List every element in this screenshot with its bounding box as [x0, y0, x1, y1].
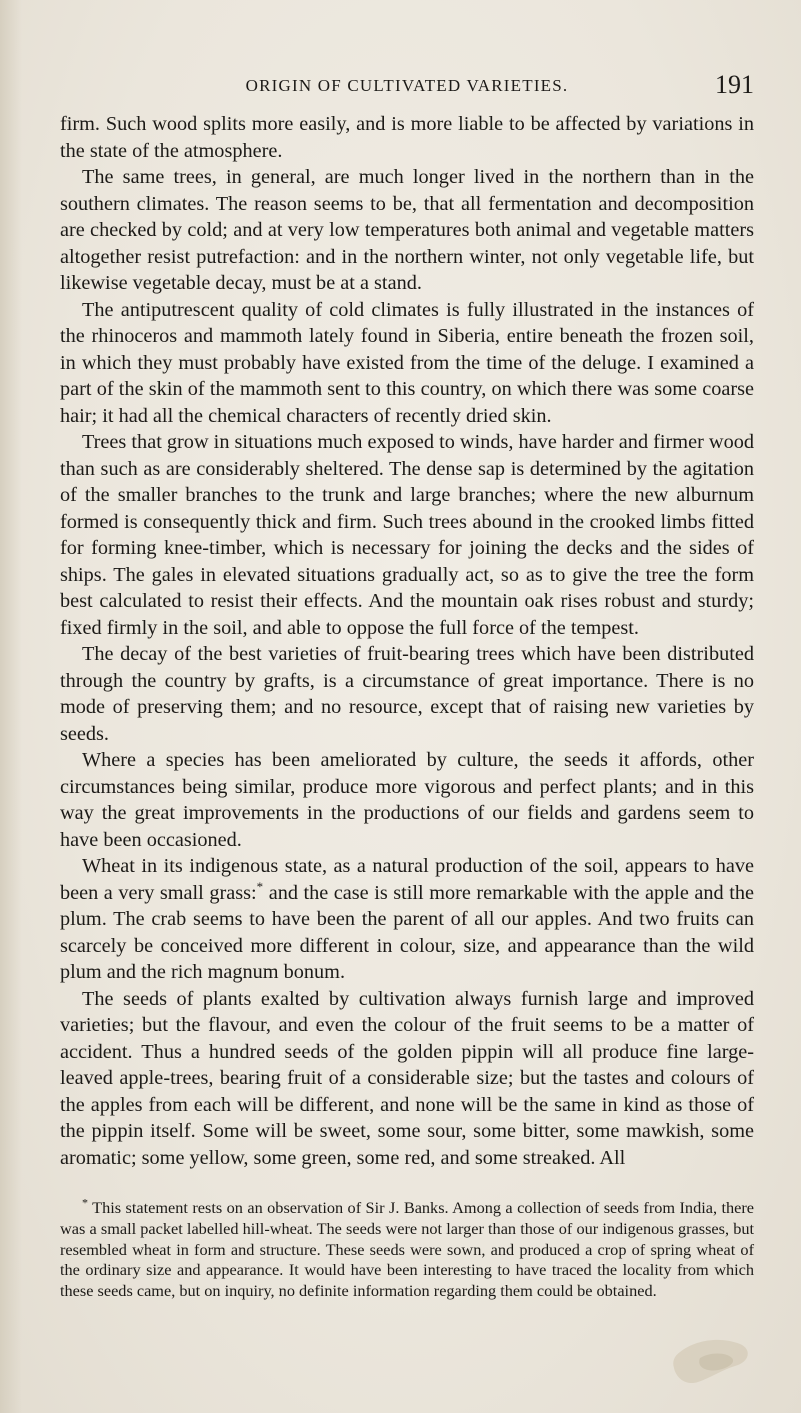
footnote-text: This statement rests on an observation of Sir J. Banks. Among a collection of seeds from India, there was a small packet labelled hill-wheat. The seeds were not larger than those of our indigenous grasses, but resembled wheat in form and structure. These seeds were sown, and produced a crop of spring wheat of the ordinary size and appearance. It would have been interesting to have traced the locality from which these seeds came, but on inquiry, no definite information regarding them could be obtained. [60, 1198, 754, 1301]
paragraph-6: Where a species has been ameliorated by culture, the seeds it affords, other circumstances being similar, produce more vigorous and perfect plants; and in this way the great improvements in the productions of our fields and gardens seem to have been occasioned. [60, 749, 754, 851]
footnote-star: * [82, 1195, 88, 1210]
page-gutter-shadow [0, 0, 22, 1413]
paragraph-8: The seeds of plants exalted by cultivation always furnish large and improved varieties; but the flavour, and even the colour of the fruit seems to be a matter of accident. Thus a hundred seeds of the golden pippin will all produce fine large-leaved apple-trees, bearing fruit of a considerable size; but the tastes and colours of the apples from each will be different, and none will be the same in kind as those of the pippin itself. Some will be sweet, some sour, some bitter, some mawkish, some aromatic; some yellow, some green, some red, and some streaked. All [60, 987, 754, 1169]
paragraph-5: The decay of the best varieties of fruit-bearing trees which have been distributed through the country by grafts, is a circumstance of great importance. There is no mode of preserving them; and no resource, except that of raising new varieties by seeds. [60, 643, 754, 745]
paragraph-7 [60, 853, 754, 986]
page-header [60, 70, 754, 106]
body-text [60, 111, 754, 1171]
page-number: 191 [715, 70, 754, 99]
paragraph-7-continuation: and the case is still more remarkable with the apple and the plum. The crab seems to have been the parent of all our apples. And two fruits can scarcely be conceived more different in colour, size, and appearance than the wild plum and the rich magnum bonum. [60, 881, 754, 983]
footnote-reference[interactable]: * [256, 878, 264, 894]
paragraph-1: firm. Such wood splits more easily, and is more liable to be affected by variations in the state of the atmosphere. [60, 113, 754, 162]
paragraph-4: Trees that grow in situations much exposed to winds, have harder and firmer wood than such as are considerably sheltered. The dense sap is determined by the agitation of the smaller branches to the trunk and large branches; where the new alburnum formed is consequently thick and firm. Such trees abound in the crooked limbs fitted for forming knee-timber, which is necessary for joining the decks and the sides of ships. The gales in elevated situations gradually act, so as to give the tree the form best calculated to resist their effects. And the mountain oak rises robust and sturdy; fixed firmly in the soil, and able to oppose the full force of the tempest. [60, 431, 754, 639]
running-head: ORIGIN OF CULTIVATED VARIETIES. [245, 76, 569, 95]
paragraph-2: The same trees, in general, are much longer lived in the northern than in the southern climates. The reason seems to be, that all fermentation and decomposition are checked by cold; and at very low temperatures both animal and vegetable matters altogether resist putrefaction: and in the northern winter, not only vegetable life, but likewise vegetable decay, must be at a stand. [60, 166, 754, 294]
paragraph-3: The antiputrescent quality of cold climates is fully illustrated in the instances of the rhinoceros and mammoth lately found in Siberia, entire beneath the frozen soil, in which they must probably have existed from the time of the deluge. I examined a part of the skin of the mammoth sent to this country, on which there was some coarse hair; it had all the chemical characters of recently dried skin. [60, 298, 754, 427]
paper-stain [640, 1322, 760, 1402]
paragraph-7-text: Wheat in its indigenous state, as a natural production of the soil, appears to have been a very small grass: [60, 855, 754, 904]
footnote [60, 1195, 754, 1302]
